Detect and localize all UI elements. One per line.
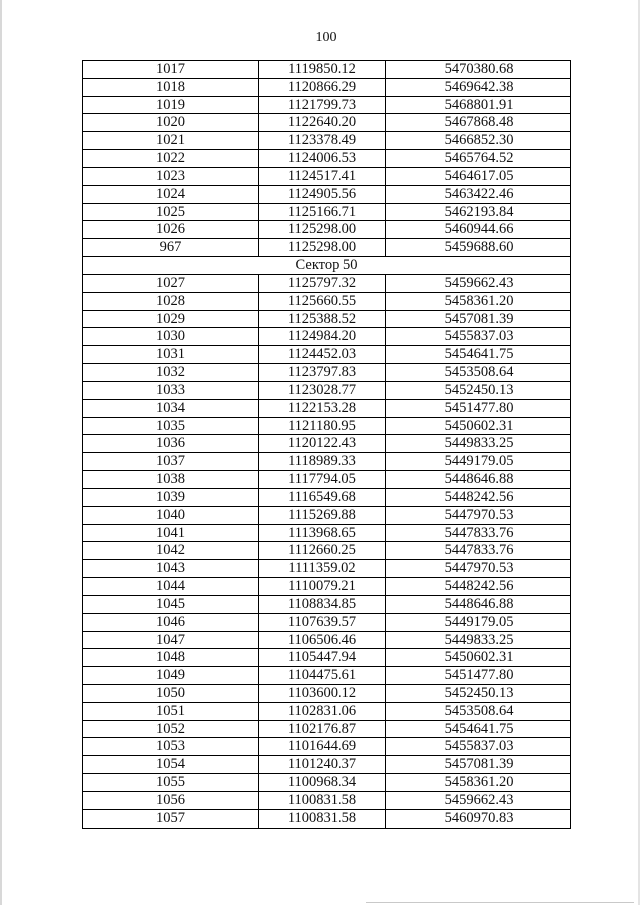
x-coordinate-cell: 1124905.56: [259, 186, 386, 203]
point-number-cell: 1024: [83, 186, 259, 203]
point-number-cell: 1057: [83, 810, 259, 828]
x-coordinate-cell: 1100968.34: [259, 774, 386, 791]
y-coordinate-cell: 5465764.52: [444, 150, 514, 167]
point-number-cell: 1045: [83, 596, 259, 613]
x-coordinate-cell: 1124006.53: [259, 150, 386, 167]
x-coordinate-cell: 1100831.58: [259, 792, 386, 809]
table-row: [83, 507, 570, 525]
x-coordinate-cell: 1102831.06: [259, 703, 386, 720]
point-number-cell: 1017: [83, 61, 259, 78]
x-coordinate-cell: 1101240.37: [259, 756, 386, 773]
x-coordinate-cell: 1123797.83: [259, 364, 386, 381]
y-coordinate-cell: 5453508.64: [444, 702, 514, 719]
table-row: [83, 596, 570, 614]
point-number-cell: 1019: [83, 97, 259, 114]
table-row: [83, 774, 570, 792]
y-coordinate-cell: 5462193.84: [444, 203, 514, 220]
point-number-cell: 1035: [83, 418, 259, 435]
point-number-cell: 1028: [83, 293, 259, 310]
point-number-cell: 1055: [83, 774, 259, 791]
table-row: [83, 400, 570, 418]
table-row: [83, 703, 570, 721]
x-coordinate-cell: 1122153.28: [259, 400, 386, 417]
table-row: [83, 114, 570, 132]
y-coordinate-cell: 5447970.53: [444, 560, 514, 577]
y-coordinate-cell: 5450602.31: [444, 649, 514, 666]
scan-edge-left: [0, 0, 2, 905]
table-row: [83, 168, 570, 186]
y-coordinate-cell: 5457081.39: [444, 310, 514, 327]
y-coordinate-cell: 5454641.75: [444, 346, 514, 363]
point-number-cell: 1022: [83, 150, 259, 167]
table-row: [83, 614, 570, 632]
x-coordinate-cell: 1125166.71: [259, 204, 386, 221]
x-coordinate-cell: 1123028.77: [259, 382, 386, 399]
table-row: [83, 810, 570, 828]
table-row: [83, 364, 570, 382]
table-row: [83, 382, 570, 400]
page-number: 100: [315, 30, 337, 45]
y-coordinate-cell: 5466852.30: [444, 132, 514, 149]
x-coordinate-cell: 1120866.29: [259, 79, 386, 96]
table-row: [83, 632, 570, 650]
y-coordinate-cell: 5469642.38: [444, 78, 514, 95]
y-coordinate-cell: 5460944.66: [444, 221, 514, 238]
table-row: [83, 578, 570, 596]
x-coordinate-cell: 1125660.55: [259, 293, 386, 310]
y-coordinate-cell: 5470380.68: [444, 61, 514, 77]
y-coordinate-cell: 5467868.48: [444, 114, 514, 131]
y-coordinate-cell: 5451477.80: [444, 399, 514, 416]
table-row: [83, 542, 570, 560]
point-number-cell: 1051: [83, 703, 259, 720]
y-coordinate-cell: 5455837.03: [444, 328, 514, 345]
table-row: [83, 311, 570, 329]
y-coordinate-cell: 5449179.05: [444, 613, 514, 630]
y-coordinate-cell: 5449179.05: [444, 453, 514, 470]
point-number-cell: 1025: [83, 204, 259, 221]
x-coordinate-cell: 1122640.20: [259, 114, 386, 131]
table-row: [83, 97, 570, 115]
x-coordinate-cell: 1120122.43: [259, 435, 386, 452]
y-coordinate-cell: 5450602.31: [444, 417, 514, 434]
point-number-cell: 1048: [83, 649, 259, 666]
table-row: [83, 61, 570, 79]
table-row: [83, 471, 570, 489]
y-coordinate-cell: 5464617.05: [444, 167, 514, 184]
point-number-cell: 1041: [83, 525, 259, 542]
x-coordinate-cell: 1106506.46: [259, 632, 386, 649]
point-number-cell: 1030: [83, 328, 259, 345]
point-number-cell: 1053: [83, 738, 259, 755]
y-coordinate-cell: 5454641.75: [444, 720, 514, 737]
x-coordinate-cell: 1108834.85: [259, 596, 386, 613]
y-coordinate-cell: 5449833.25: [444, 631, 514, 648]
point-number-cell: 1042: [83, 542, 259, 559]
point-number-cell: 1052: [83, 721, 259, 738]
y-coordinate-cell: 5448646.88: [444, 595, 514, 612]
table-row: [83, 721, 570, 739]
point-number-cell: 1040: [83, 507, 259, 524]
y-coordinate-cell: 5463422.46: [444, 185, 514, 202]
x-coordinate-cell: 1123378.49: [259, 132, 386, 149]
point-number-cell: 1054: [83, 756, 259, 773]
x-coordinate-cell: 1125298.00: [259, 221, 386, 238]
point-number-cell: 1047: [83, 632, 259, 649]
y-coordinate-cell: 5452450.13: [444, 684, 514, 701]
x-coordinate-cell: 1110079.21: [259, 578, 386, 595]
table-row: [83, 328, 570, 346]
point-number-cell: 1031: [83, 346, 259, 363]
point-number-cell: 1026: [83, 221, 259, 238]
x-coordinate-cell: 1124984.20: [259, 328, 386, 345]
table-row: [83, 738, 570, 756]
x-coordinate-cell: 1115269.88: [259, 507, 386, 524]
y-coordinate-cell: 5448242.56: [444, 488, 514, 505]
point-number-cell: 1037: [83, 453, 259, 470]
point-number-cell: 1056: [83, 792, 259, 809]
point-number-cell: 1023: [83, 168, 259, 185]
x-coordinate-cell: 1125797.32: [259, 275, 386, 292]
x-coordinate-cell: 1105447.94: [259, 649, 386, 666]
scan-edge-bottom: [366, 902, 634, 903]
y-coordinate-cell: 5460970.83: [444, 809, 514, 826]
point-number-cell: 1020: [83, 114, 259, 131]
table-row: [83, 346, 570, 364]
table-row: [83, 79, 570, 97]
x-coordinate-cell: 1118989.33: [259, 453, 386, 470]
table-row: [83, 132, 570, 150]
point-number-cell: 1032: [83, 364, 259, 381]
y-coordinate-cell: 5449833.25: [444, 435, 514, 452]
table-row: [83, 649, 570, 667]
point-number-cell: 1027: [83, 275, 259, 292]
coordinates-table: [82, 60, 571, 829]
table-row: [83, 667, 570, 685]
y-coordinate-cell: 5448646.88: [444, 471, 514, 488]
x-coordinate-cell: 1101644.69: [259, 738, 386, 755]
table-row: [83, 275, 570, 293]
table-row: [83, 239, 570, 257]
x-coordinate-cell: 1116549.68: [259, 489, 386, 506]
point-number-cell: 1036: [83, 435, 259, 452]
x-coordinate-cell: 1124517.41: [259, 168, 386, 185]
x-coordinate-cell: 1125388.52: [259, 311, 386, 328]
table-row: [83, 560, 570, 578]
x-coordinate-cell: 1102176.87: [259, 721, 386, 738]
table-row: [83, 435, 570, 453]
table-row: [83, 792, 570, 810]
y-coordinate-cell: 5453508.64: [444, 364, 514, 381]
table-row: [83, 756, 570, 774]
x-coordinate-cell: 1107639.57: [259, 614, 386, 631]
point-number-cell: 1038: [83, 471, 259, 488]
point-number-cell: 1044: [83, 578, 259, 595]
point-number-cell: 1033: [83, 382, 259, 399]
x-coordinate-cell: 1100831.58: [259, 810, 386, 828]
x-coordinate-cell: 1112660.25: [259, 542, 386, 559]
x-coordinate-cell: 1103600.12: [259, 685, 386, 702]
y-coordinate-cell: 5459662.43: [444, 274, 514, 291]
y-coordinate-cell: 5455837.03: [444, 738, 514, 755]
point-number-cell: 1029: [83, 311, 259, 328]
table-row: [83, 293, 570, 311]
y-coordinate-cell: 5447970.53: [444, 506, 514, 523]
section-label: Сектор 50: [295, 257, 358, 274]
section-header-row: [83, 257, 570, 275]
x-coordinate-cell: 1113968.65: [259, 525, 386, 542]
table-row: [83, 221, 570, 239]
x-coordinate-cell: 1104475.61: [259, 667, 386, 684]
table-row: [83, 685, 570, 703]
y-coordinate-cell: 5459662.43: [444, 791, 514, 808]
point-number-cell: 1046: [83, 614, 259, 631]
point-number-cell: 1039: [83, 489, 259, 506]
y-coordinate-cell: 5457081.39: [444, 756, 514, 773]
table-row: [83, 150, 570, 168]
x-coordinate-cell: 1124452.03: [259, 346, 386, 363]
x-coordinate-cell: 1119850.12: [259, 61, 386, 78]
x-coordinate-cell: 1125298.00: [259, 239, 386, 256]
y-coordinate-cell: 5448242.56: [444, 578, 514, 595]
table-row: [83, 453, 570, 471]
point-number-cell: 1034: [83, 400, 259, 417]
table-row: [83, 204, 570, 222]
point-number-cell: 1018: [83, 79, 259, 96]
y-coordinate-cell: 5468801.91: [444, 96, 514, 113]
x-coordinate-cell: 1111359.02: [259, 560, 386, 577]
y-coordinate-cell: 5459688.60: [444, 239, 514, 256]
table-row: [83, 525, 570, 543]
y-coordinate-cell: 5447833.76: [444, 542, 514, 559]
point-number-cell: 1050: [83, 685, 259, 702]
x-coordinate-cell: 1117794.05: [259, 471, 386, 488]
table-row: [83, 489, 570, 507]
x-coordinate-cell: 1121180.95: [259, 418, 386, 435]
y-coordinate-cell: 5452450.13: [444, 381, 514, 398]
point-number-cell: 1043: [83, 560, 259, 577]
point-number-cell: 1049: [83, 667, 259, 684]
y-coordinate-cell: 5447833.76: [444, 524, 514, 541]
y-coordinate-cell: 5458361.20: [444, 774, 514, 791]
point-number-cell: 967: [83, 239, 259, 256]
table-row: [83, 418, 570, 436]
y-coordinate-cell: 5451477.80: [444, 667, 514, 684]
point-number-cell: 1021: [83, 132, 259, 149]
x-coordinate-cell: 1121799.73: [259, 97, 386, 114]
table-row: [83, 186, 570, 204]
y-coordinate-cell: 5458361.20: [444, 292, 514, 309]
